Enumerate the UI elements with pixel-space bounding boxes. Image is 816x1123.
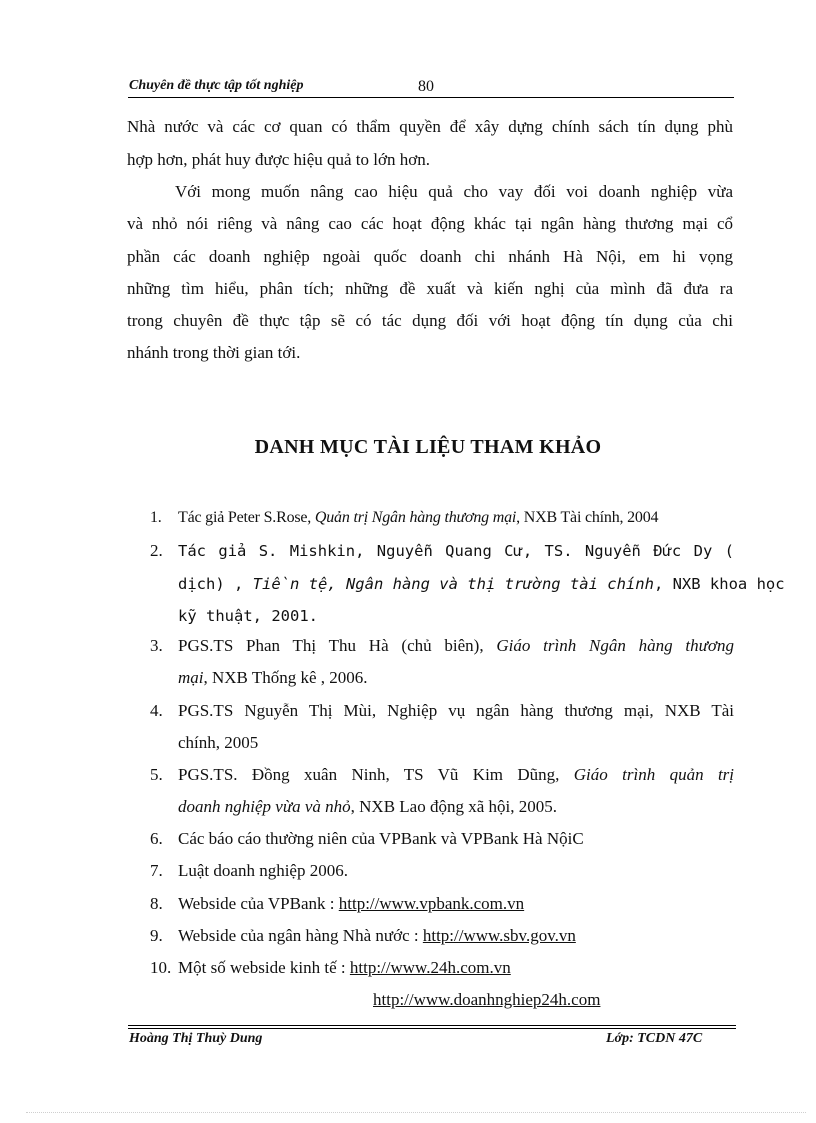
reference-continuation: dịch) , Tiền tệ, Ngân hàng và thị trường tài chính, NXB khoa học [178, 575, 785, 593]
reference-item: 9. Webside của ngân hàng Nhà nước : http://www.sbv.gov.vn [150, 926, 576, 945]
paragraph-line: trong chuyên đề thực tập sẽ có tác dụng đối với hoạt động tín dụng của chi [127, 311, 733, 330]
header-rule [128, 97, 734, 98]
paragraph-line: những tìm hiểu, phân tích; những đề xuất và kiến nghị của mình đã đưa ra [127, 279, 733, 298]
reference-item: 4. PGS.TS Nguyễn Thị Mùi, Nghiệp vụ ngân hàng thương mại, NXB Tài [150, 701, 734, 720]
page-edge [26, 1112, 806, 1113]
paragraph-line: và nhỏ nói riêng và nâng cao các hoạt động khác tại ngân hàng thương mại cổ [127, 214, 733, 233]
paragraph-line: Với mong muốn nâng cao hiệu quả cho vay đối voi doanh nghiệp vừa [175, 182, 733, 201]
running-header-title: Chuyên đề thực tập tốt nghiệp [129, 78, 304, 93]
reference-item: 5. PGS.TS. Đồng xuân Ninh, TS Vũ Kim Dũng, Giáo trình quản trị [150, 765, 735, 784]
reference-item: 1. Tác giả Peter S.Rose, Quản trị Ngân hàng thương mại, NXB Tài chính, 2004 [150, 509, 659, 526]
paragraph-line: hợp hơn, phát huy được hiệu quả to lớn hơn. [127, 150, 430, 169]
paragraph-line: phần các doanh nghiệp ngoài quốc doanh chi nhánh Hà Nội, em hi vọng [127, 247, 733, 266]
references-heading: DANH MỤC TÀI LIỆU THAM KHẢO [254, 436, 602, 458]
footer-rule [128, 1028, 736, 1029]
reference-item: 6. Các báo cáo thường niên của VPBank và VPBank Hà NộiC [150, 829, 584, 848]
reference-item: 8. Webside của VPBank : http://www.vpbank.com.vn [150, 894, 525, 913]
reference-item: 2. Tác giả S. Mishkin, Nguyễn Quang Cư, TS. Nguyễn Đức Dy ( [150, 541, 734, 560]
paragraph-line: nhánh trong thời gian tới. [127, 343, 301, 362]
reference-continuation: mại, NXB Thống kê , 2006. [178, 668, 368, 687]
reference-item: 3. PGS.TS Phan Thị Thu Hà (chủ biên), Giáo trình Ngân hàng thương [150, 636, 734, 655]
page-number: 80 [418, 78, 434, 95]
24h-link[interactable]: http://www.24h.com.vn [349, 958, 511, 977]
paragraph-line: Nhà nước và các cơ quan có thẩm quyền để xây dựng chính sách tín dụng phù [127, 117, 733, 136]
vpbank-link[interactable]: http://www.vpbank.com.vn [338, 894, 525, 913]
reference-item: 10. Một số webside kinh tế : http://www.24h.com.vn [150, 958, 511, 977]
reference-continuation: chính, 2005 [178, 733, 259, 752]
footer-rule [128, 1025, 736, 1026]
reference-item: 7. Luật doanh nghiệp 2006. [150, 861, 348, 880]
footer-class: Lớp: TCDN 47C [606, 1031, 703, 1046]
reference-continuation: doanh nghiệp vừa và nhỏ, NXB Lao động xã hội, 2005. [178, 797, 557, 816]
sbv-link[interactable]: http://www.sbv.gov.vn [422, 926, 576, 945]
doanhnghiep24h-link[interactable]: http://www.doanhnghiep24h.com [373, 990, 601, 1009]
reference-continuation [373, 990, 673, 1010]
reference-continuation: kỹ thuật, 2001. [178, 607, 318, 625]
footer-author: Hoàng Thị Thuỳ Dung [129, 1031, 263, 1046]
